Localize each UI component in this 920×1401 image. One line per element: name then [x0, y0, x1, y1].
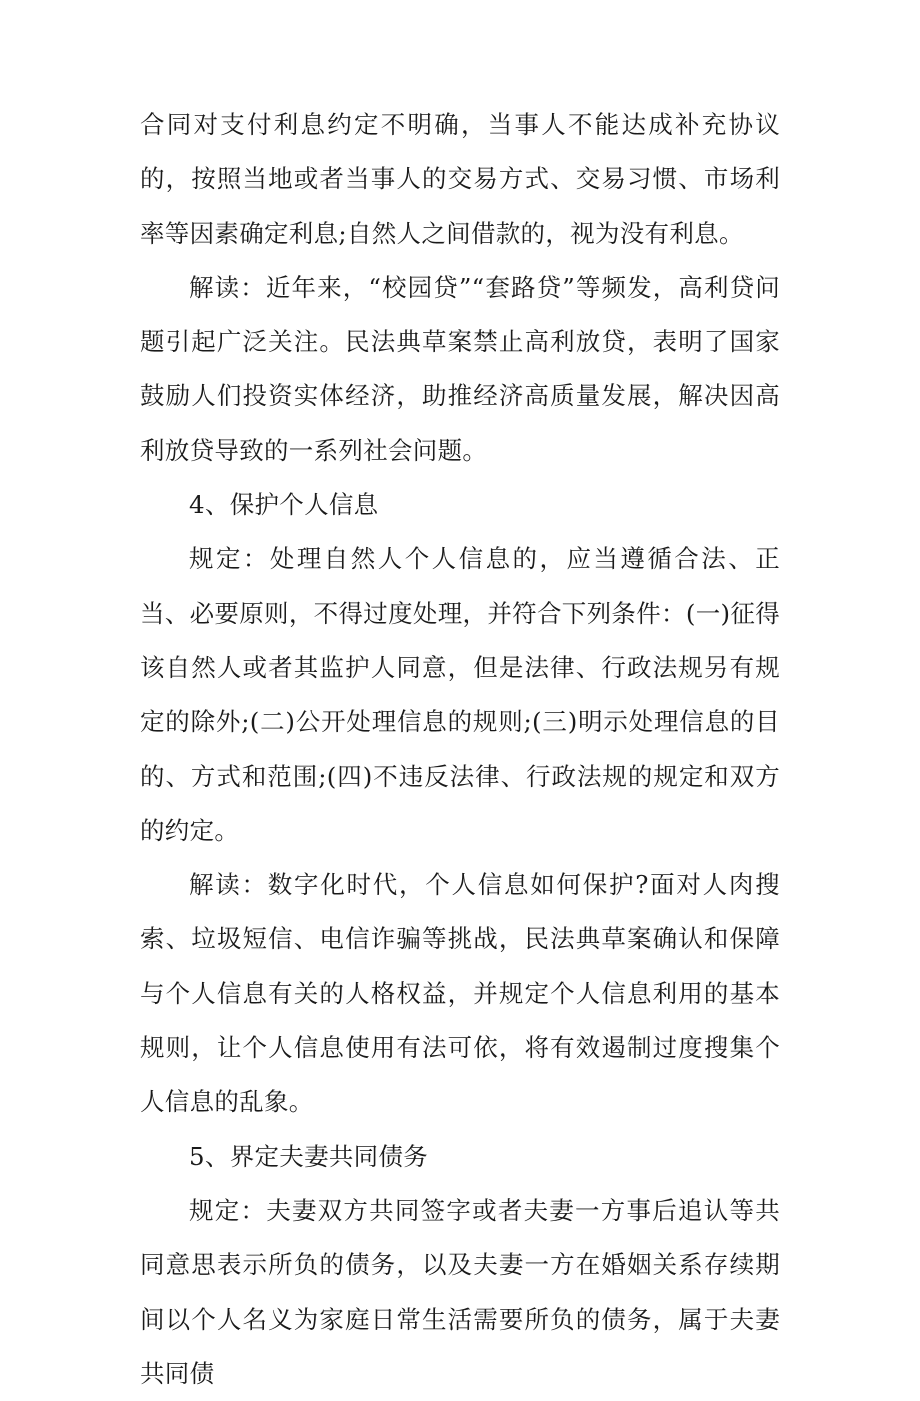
section-heading-marital-debt: 5、界定夫妻共同债务	[189, 1141, 429, 1171]
paragraph-interpretation-personal-info: 解读：数字化时代，个人信息如何保护?面对人肉搜索、垃圾短信、电信诈骗等挑战，民法典草案确认和保障与个人信息有关的人格权益，并规定个人信息利用的基本规则，让个人信息使用有法可依，将有效遏制过度搜集个人信息的乱象。	[140, 870, 780, 1117]
paragraph-interest-agreement: 合同对支付利息约定不明确，当事人不能达成补充协议的，按照当地或者当事人的交易方式、交易习惯、市场利率等因素确定利息;自然人之间借款的，视为没有利息。	[140, 110, 780, 248]
paragraph-interpretation-usury: 解读：近年来，“校园贷”“套路贷”等频发，高利贷问题引起广泛关注。民法典草案禁止高利放贷，表明了国家鼓励人们投资实体经济，助推经济高质量发展，解决因高利放贷导致的一系列社会问题。	[140, 272, 780, 465]
paragraph-rule-personal-info: 规定：处理自然人个人信息的，应当遵循合法、正当、必要原则，不得过度处理，并符合下列条件：(一)征得该自然人或者其监护人同意，但是法律、行政法规另有规定的除外;(二)公开处理信息的规则;(三)明示处理信息的目的、方式和范围;(四)不违反法律、行政法规的规定和双方的约定。	[140, 544, 780, 845]
paragraph-rule-marital-debt: 规定：夫妻双方共同签字或者夫妻一方事后追认等共同意思表示所负的债务，以及夫妻一方在婚姻关系存续期间以个人名义为家庭日常生活需要所负的债务，属于夫妻共同债	[140, 1195, 780, 1388]
document-body	[140, 98, 780, 1401]
section-heading-personal-info: 4、保护个人信息	[189, 490, 379, 520]
